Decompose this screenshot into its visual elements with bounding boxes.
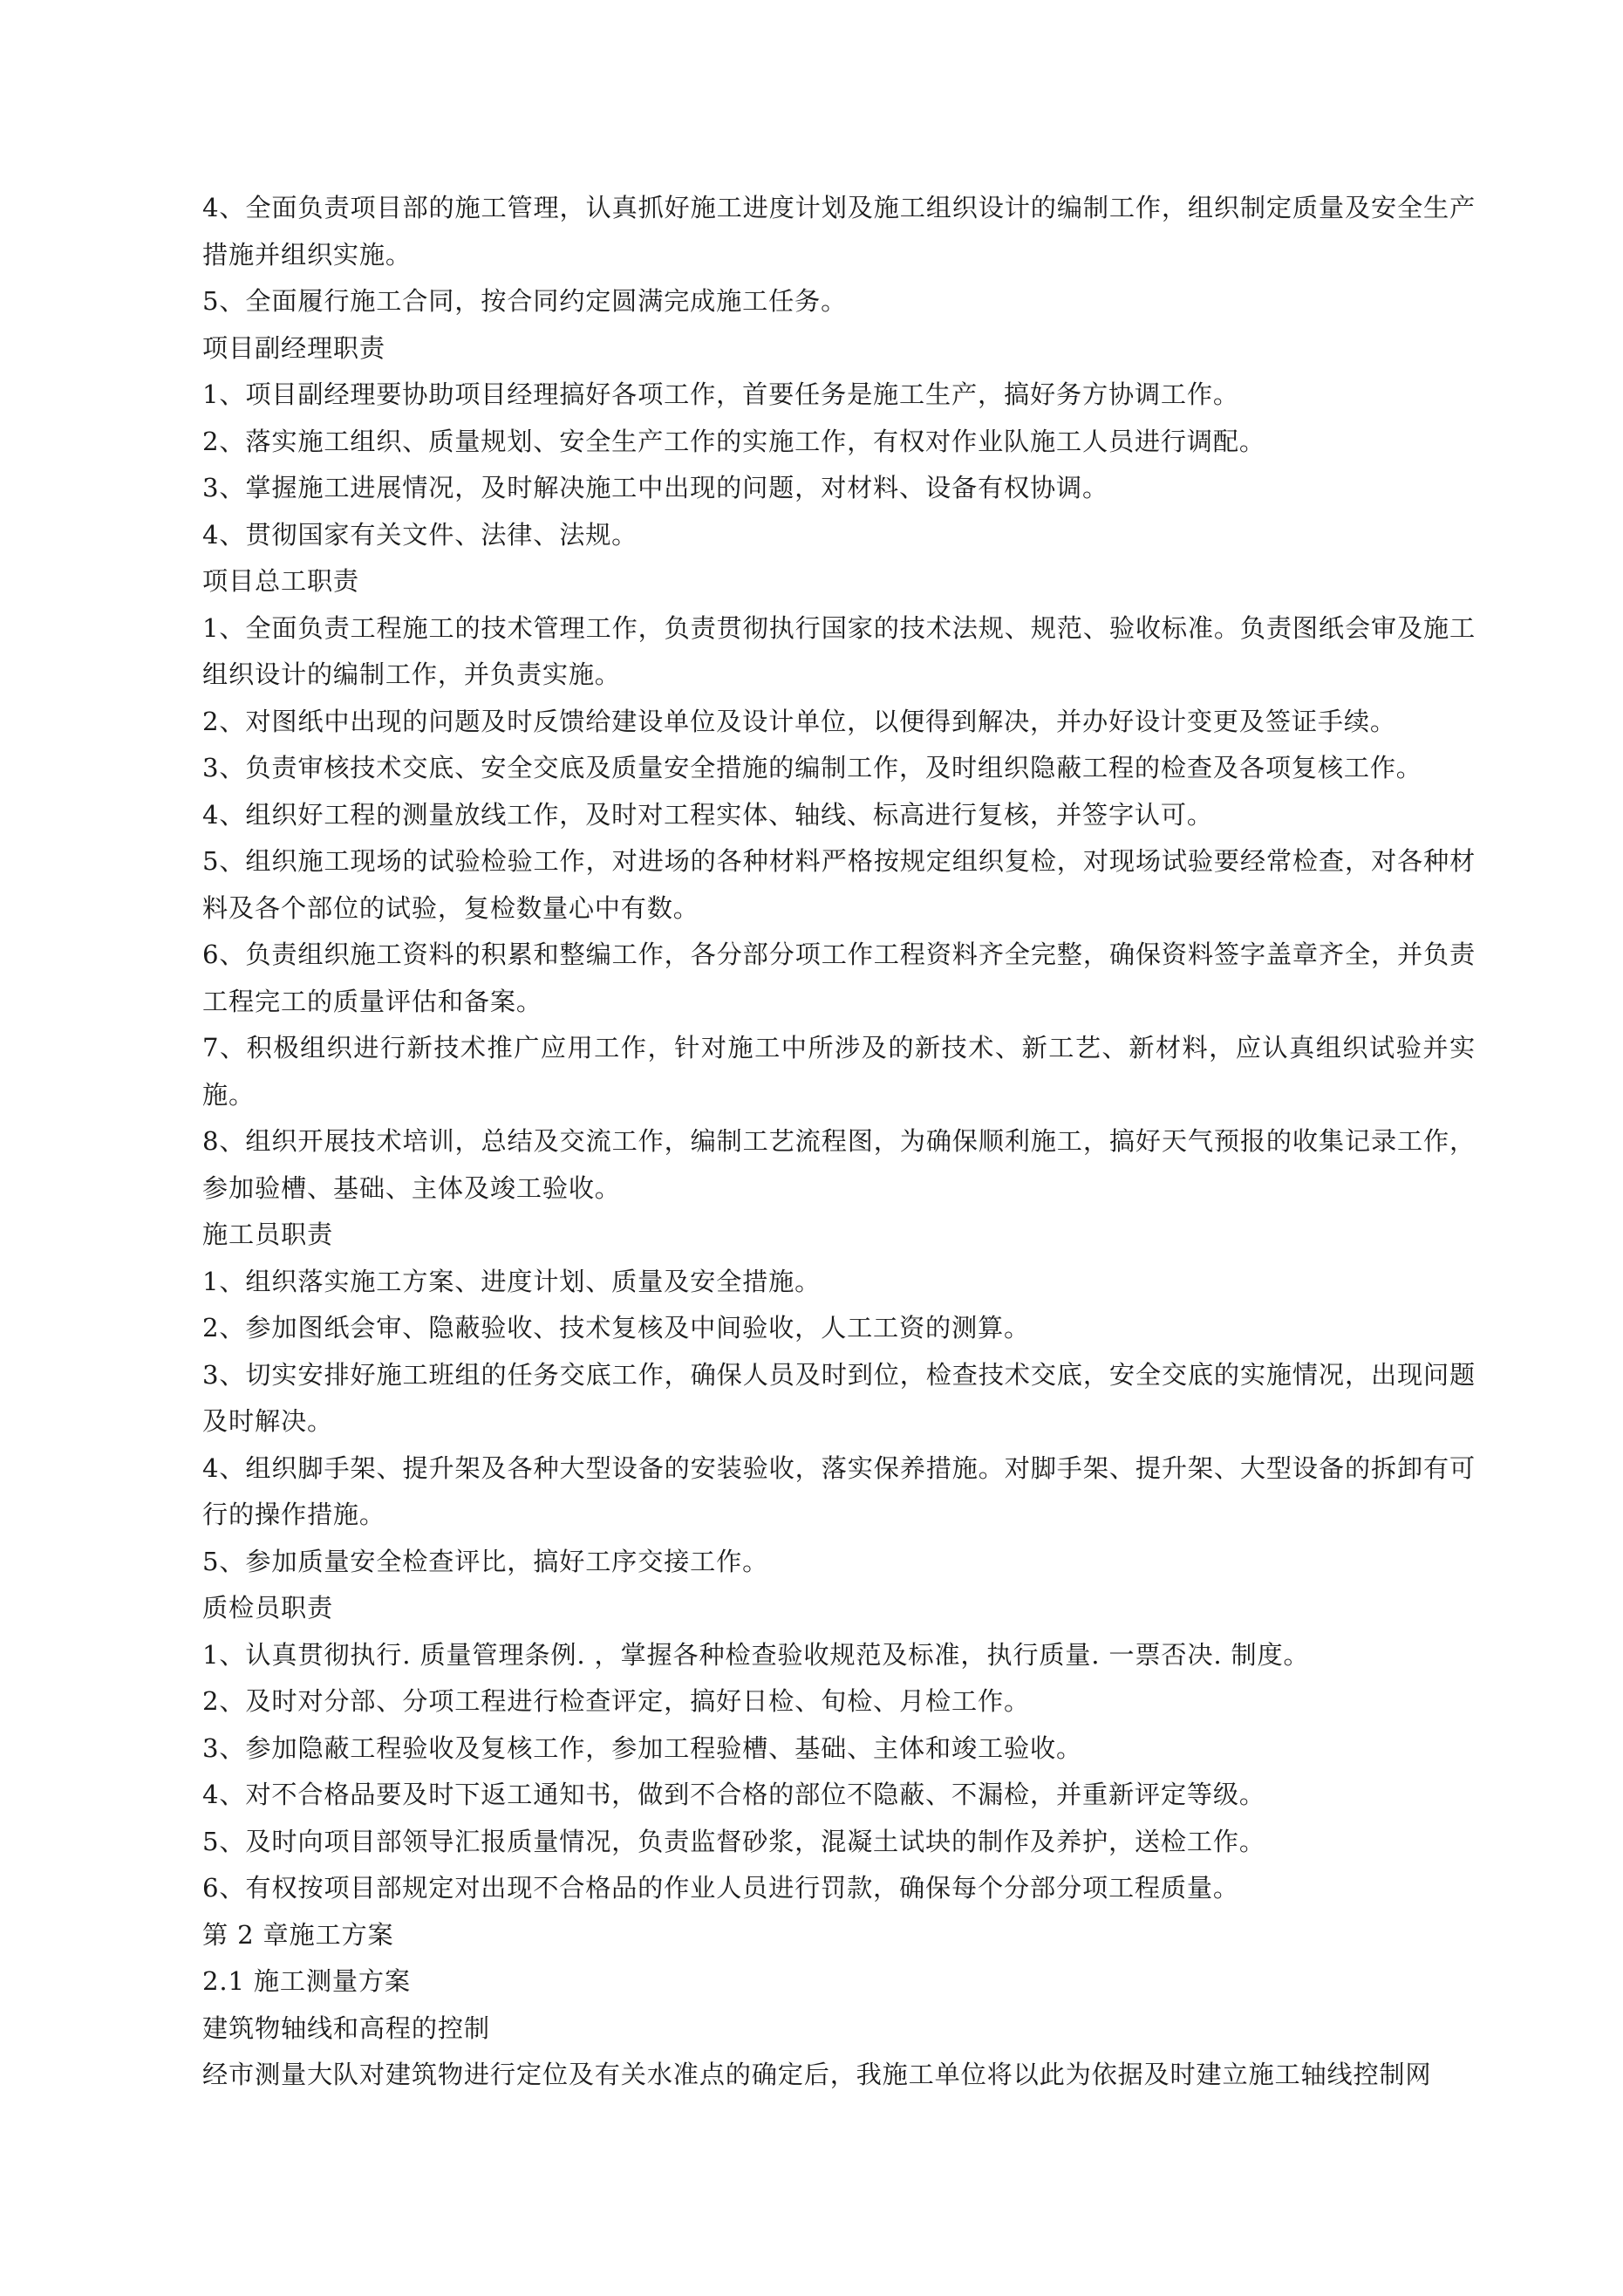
paragraph: 3、参加隐蔽工程验收及复核工作，参加工程验槽、基础、主体和竣工验收。 (202, 1732, 1082, 1763)
paragraph: 5、全面履行施工合同，按合同约定圆满完成施工任务。 (202, 286, 848, 316)
paragraph: 1、认真贯彻执行. 质量管理条例. ，掌握各种检查验收规范及标准，执行质量. 一票否决. 制度。 (202, 1639, 1310, 1670)
paragraph: 2、参加图纸会审、隐蔽验收、技术复核及中间验收，人工工资的测算。 (202, 1313, 1030, 1343)
paragraph: 5、参加质量安全检查评比，搞好工序交接工作。 (202, 1546, 769, 1576)
paragraph: 4、全面负责项目部的施工管理，认真抓好施工进度计划及施工组织设计的编制工作，组织制定质量及安全生产措施并组织实施。 (202, 193, 1476, 270)
section-heading: 施工员职责 (202, 1220, 333, 1249)
paragraph: 4、贯彻国家有关文件、法律、法规。 (202, 519, 638, 550)
paragraph: 3、负责审核技术交底、安全交底及质量安全措施的编制工作，及时组织隐蔽工程的检查及各项复核工作。 (202, 753, 1422, 782)
section-heading: 质检员职责 (202, 1593, 333, 1623)
paragraph: 1、组织落实施工方案、进度计划、质量及安全措施。 (202, 1266, 822, 1296)
paragraph: 1、项目副经理要协助项目经理搞好各项工作，首要任务是施工生产，搞好务方协调工作。 (202, 379, 1239, 409)
paragraph: 1、全面负责工程施工的技术管理工作，负责贯彻执行国家的技术法规、规范、验收标准。负责图纸会审及施工组织设计的编制工作，并负责实施。 (202, 612, 1476, 689)
paragraph: 6、负责组织施工资料的积累和整编工作，各分部分项工作工程资料齐全完整，确保资料签字盖章齐全，并负责工程完工的质量评估和备案。 (202, 940, 1476, 1016)
paragraph: 3、切实安排好施工班组的任务交底工作，确保人员及时到位，检查技术交底，安全交底的实施情况，出现问题及时解决。 (202, 1359, 1476, 1436)
paragraph: 经市测量大队对建筑物进行定位及有关水准点的确定后，我施工单位将以此为依据及时建立施工轴线控制网 (202, 2060, 1432, 2089)
paragraph: 2、对图纸中出现的问题及时反馈给建设单位及设计单位，以便得到解决，并办好设计变更及签证手续。 (202, 706, 1396, 736)
paragraph: 4、组织脚手架、提升架及各种大型设备的安装验收，落实保养措施。对脚手架、提升架、大型设备的拆卸有可行的操作措施。 (202, 1452, 1476, 1529)
subsection-heading: 建筑物轴线和高程的控制 (202, 2012, 490, 2043)
section-heading: 项目副经理职责 (202, 332, 385, 363)
paragraph: 4、组织好工程的测量放线工作，及时对工程实体、轴线、标高进行复核，并签字认可。 (202, 799, 1213, 830)
paragraph: 2、落实施工组织、质量规划、安全生产工作的实施工作，有权对作业队施工人员进行调配。 (202, 426, 1265, 456)
paragraph: 6、有权按项目部规定对出现不合格品的作业人员进行罚款，确保每个分部分项工程质量。 (202, 1873, 1239, 1903)
paragraph: 2、及时对分部、分项工程进行检查评定，搞好日检、旬检、月检工作。 (202, 1686, 1030, 1716)
section-heading: 项目总工职责 (202, 566, 359, 596)
section-heading: 2.1 施工测量方案 (202, 1966, 411, 1996)
paragraph: 7、积极组织进行新技术推广应用工作，针对施工中所涉及的新技术、新工艺、新材料，应认真组织试验并实施。 (202, 1033, 1476, 1110)
paragraph: 3、掌握施工进展情况，及时解决施工中出现的问题，对材料、设备有权协调。 (202, 473, 1108, 502)
paragraph: 8、组织开展技术培训，总结及交流工作，编制工艺流程图，为确保顺利施工，搞好天气预报的收集记录工作，参加验槽、基础、主体及竣工验收。 (202, 1126, 1476, 1203)
chapter-heading: 第 2 章施工方案 (202, 1919, 394, 1950)
paragraph: 4、对不合格品要及时下返工通知书，做到不合格的部位不隐蔽、不漏检，并重新评定等级。 (202, 1780, 1265, 1809)
paragraph: 5、及时向项目部领导汇报质量情况，负责监督砂浆，混凝土试块的制作及养护，送检工作。 (202, 1826, 1265, 1856)
paragraph: 5、组织施工现场的试验检验工作，对进场的各种材料严格按规定组织复检，对现场试验要经常检查，对各种材料及各个部位的试验，复检数量心中有数。 (202, 846, 1476, 923)
document-body (202, 185, 1476, 2099)
